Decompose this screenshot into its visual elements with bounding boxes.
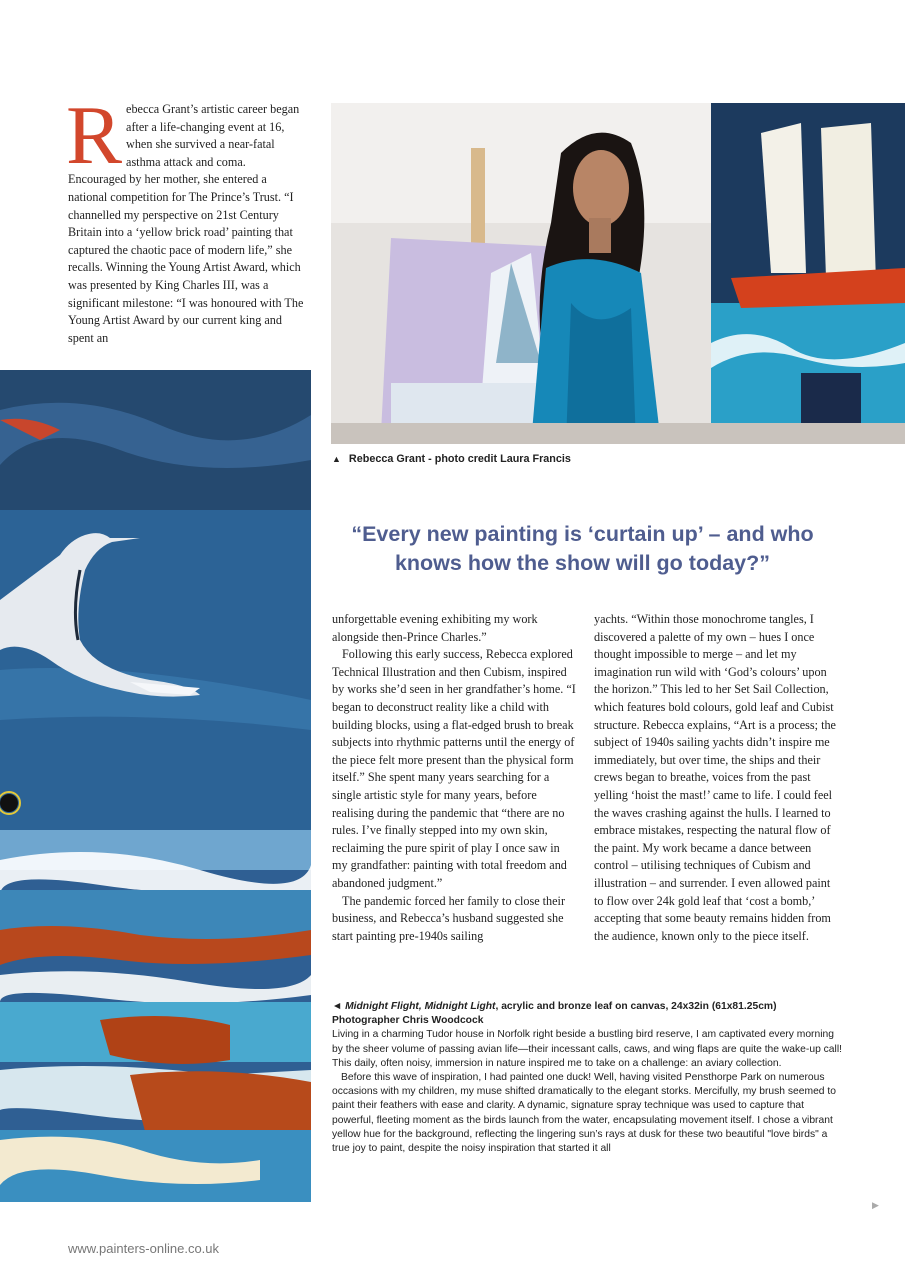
body-paragraph: The pandemic forced her family to close their business, and Rebecca’s husband suggested she start painting pre-1940s sailing (332, 893, 566, 943)
painting-caption-title (332, 1000, 847, 1014)
caption-paragraph: Living in a charming Tudor house in Norfolk right beside a bustling bird reserve, I am captivated every morning by the sheer volume of passing avian life—their incessant calls, caws, and wing flaps are quite the wake-up call! This daily, often noisy, immersion in nature inspired me to take on a challenge: an aviary collection. (332, 1029, 842, 1069)
artist-portrait-photo (331, 103, 905, 444)
painting-details: , acrylic and bronze leaf on canvas, 24x32in (61x81.25cm) (495, 1001, 777, 1012)
pull-quote: “Every new painting is ‘curtain up’ – and who knows how the show will go today?” (351, 522, 814, 575)
body-paragraph: Following this early success, Rebecca explored Technical Illustration and then Cubism, inspired by works she’d seen in her grandfather’s home. “I began to deconstruct reality like a child with building blocks, using a flat-edged brush to break subjects into rhythmic patterns until the energy of the piece felt more present than the physical form itself.” She spent many years searching for a single artistic style for many years, before realising during the pandemic that “there are no rules. I’ve finally stepped into my own skin, reclaiming the pure spirit of play I once saw in my grandfather: painting with total freedom and abandoned judgment.” (332, 647, 576, 890)
caption-paragraph: Before this wave of inspiration, I had painted one duck! Well, having visited Pensthorpe Park on numerous occasions with my children, my muse shifted dramatically to the elegant storks. Mercifully, my brush seemed to paint their feathers with ease and clarity. A dynamic, signature spray technique was used to capture that powerful, fleeting moment as the birds launch from the water, encapsulating movement itself. I chose a vibrant yellow hue for the background, reflecting the lingering sun’s rays at dusk for these two beautiful "love birds" a true joy to paint, despite the noisy inspiration that started it all (332, 1072, 836, 1155)
painting-caption (332, 1000, 847, 1156)
painting-title: Midnight Flight, Midnight Light (345, 1001, 496, 1012)
photographer-credit: Photographer Chris Woodcock (332, 1015, 484, 1027)
drop-cap: R (66, 89, 123, 182)
photo-caption-text: Rebecca Grant - photo credit Laura Francis (348, 453, 571, 465)
next-page-arrow-icon: ▶ (872, 1200, 879, 1210)
body-paragraph: unforgettable evening exhibiting my work alongside then-Prince Charles.” (332, 612, 538, 644)
painting-midnight-flight (0, 370, 311, 1202)
body-column-left (332, 611, 577, 945)
intro-text: ebecca Grant’s artistic career began after a life-changing event at 16, when she survived a near-fatal asthma attack and coma. Encouraged by her mother, she entered a national competition for The Prince’s Trust. “I channelled my perspective on 21st Century Britain into a ‘yellow brick road’ painting that captured the chaotic pace of modern life,” she recalls. Winning the Young Artist Award, which was presented by King Charles III, was a significant milestone: “I was honoured with The Young Artist Award by our current king and spent an (68, 102, 304, 345)
caption-marker-icon: ▲ (332, 454, 341, 464)
body-column-right (594, 611, 839, 945)
caption-marker-icon: ◄ (332, 1001, 343, 1012)
intro-paragraph (66, 89, 306, 347)
body-paragraph: yachts. “Within those monochrome tangles, I discovered a palette of my own – hues I once thought impossible to merge – and let my imagination run wild with ‘God’s colours’ upon the horizon.” This led to her Set Sail Collection, which features bold colours, gold leaf and Cubist structure. Rebecca explains, “Art is a process; the subject of 1940s sailing yachts didn’t inspire me immediately, but over time, the ships and their crews began to breathe, voices from the past yelling ‘hoist the mast!’ came to life. I could feel the waves crashing against the hulls. I learned to embrace mistakes, respecting the natural flow of the paint. My work became a dance between control – utilising techniques of Cubism and illustration – and surrender. I even allowed paint to flow over 24k gold leaf that ‘cost a bomb,’ accepting that some beauty remains hidden from the audience, known only to the piece itself. (594, 612, 836, 943)
photo-caption (332, 453, 571, 465)
footer-url: www.painters-online.co.uk (68, 1241, 220, 1256)
